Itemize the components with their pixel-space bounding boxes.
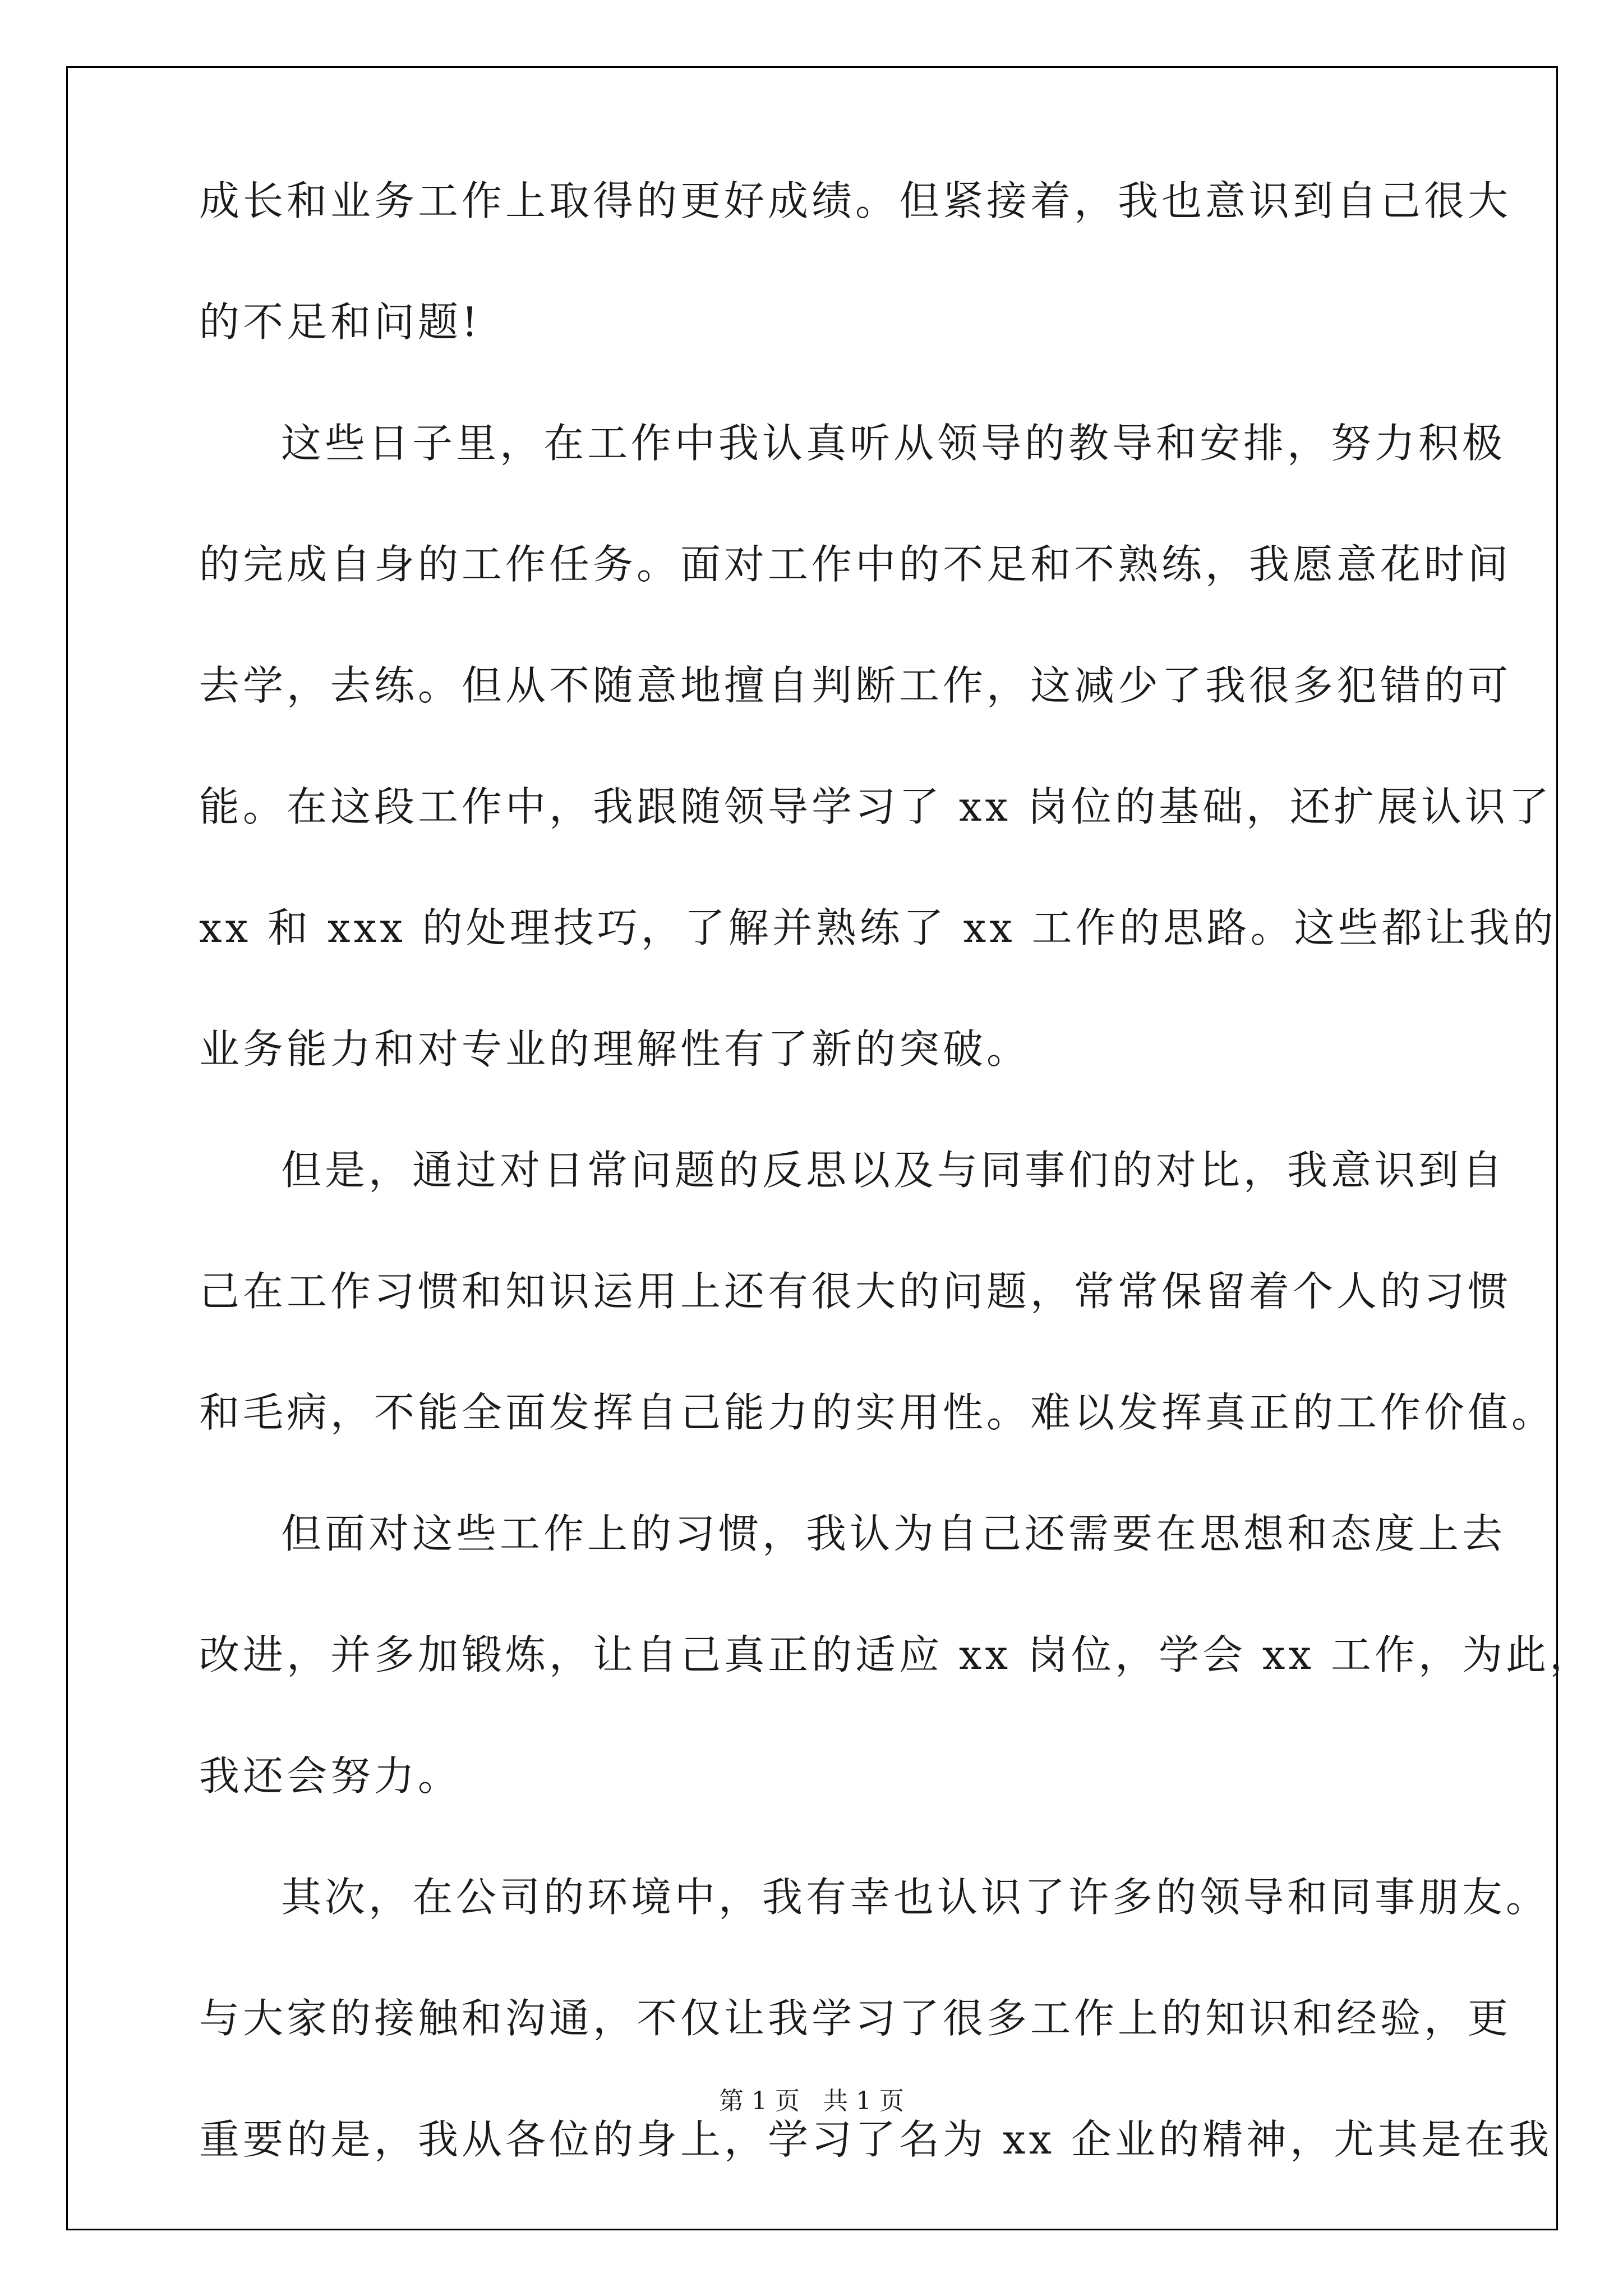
text-line: 改进，并多加锻炼，让自己真正的适应 xx 岗位，学会 xx 工作，为此， — [199, 1631, 1593, 1678]
text-line: 与大家的接触和沟通，不仅让我学习了很多工作上的知识和经验，更 — [199, 1995, 1512, 2042]
text-line: xx 和 xxx 的处理技巧，了解并熟练了 xx 工作的思路。这些都让我的 — [199, 904, 1557, 951]
text-line: 的不足和问题! — [199, 298, 481, 346]
text-line: 的完成自身的工作任务。面对工作中的不足和不熟练，我愿意花时间 — [199, 541, 1512, 588]
page-number-footer: 第 1 页 共 1 页 — [719, 2087, 904, 2115]
text-line: 我还会努力。 — [199, 1752, 462, 1800]
paragraph-first-line: 但面对这些工作上的习惯，我认为自己还需要在思想和态度上去 — [281, 1510, 1506, 1557]
paragraph-first-line: 这些日子里，在工作中我认真听从领导的教导和安排，努力积极 — [281, 420, 1506, 467]
text-line: 重要的是，我从各位的身上，学习了名为 xx 企业的精神，尤其是在我 — [199, 2116, 1552, 2163]
paragraph-first-line: 但是，通过对日常问题的反思以及与同事们的对比，我意识到自 — [281, 1147, 1506, 1194]
text-line: 能。在这段工作中，我跟随领导学习了 xx 岗位的基础，还扩展认识了 — [199, 783, 1552, 830]
text-line: 和毛病，不能全面发挥自己能力的实用性。难以发挥真正的工作价值。 — [199, 1389, 1556, 1436]
text-line: 成长和业务工作上取得的更好成绩。但紧接着，我也意识到自己很大 — [199, 177, 1512, 224]
text-line: 去学，去练。但从不随意地擅自判断工作，这减少了我很多犯错的可 — [199, 662, 1512, 709]
text-line: 己在工作习惯和知识运用上还有很大的问题，常常保留着个人的习惯 — [199, 1268, 1512, 1315]
paragraph-first-line: 其次，在公司的环境中，我有幸也认识了许多的领导和同事朋友。 — [281, 1874, 1550, 1921]
document-body — [199, 177, 1593, 2240]
text-line: 业务能力和对专业的理解性有了新的突破。 — [199, 1025, 1031, 1073]
